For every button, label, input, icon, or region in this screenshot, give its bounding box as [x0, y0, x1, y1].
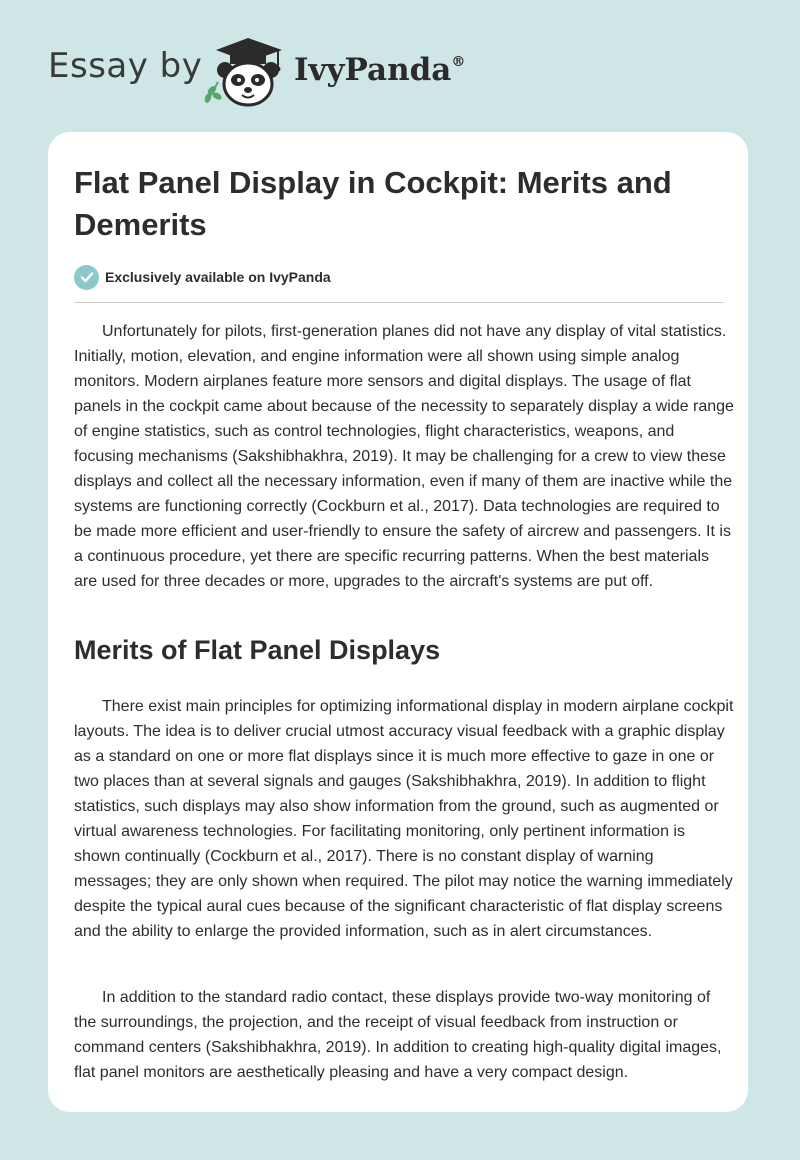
site-header: [48, 32, 508, 112]
essay-title: Flat Panel Display in Cockpit: Merits and Demerits: [74, 165, 672, 242]
check-circle-icon: [74, 265, 99, 290]
body-paragraph-2: There exist main principles for optimizing informational display in modern airplane cockpit layouts. The idea is to deliver crucial utmost accuracy visual feedback with a graphic display as a standard on one or more flat displays since it is much more effective to gaze in one or two places than at several signals and gauges (Sakshibhakhra, 2019). In addition to flight statistics, such displays may also show information from the ground, such as augmented or virtual awareness technologies. For facilitating monitoring, only pertinent information is shown continually (Cockburn et al., 2017). There is no constant display of warning messages; they are only shown when required. The pilot may notice the warning immediately despite the typical aural cues because of the significant characteristic of flat display screens and the ability to enlarge the provided information, such as in alert circumstances.: [74, 698, 734, 940]
brand-name[interactable]: [294, 52, 465, 88]
panda-graduate-logo-icon[interactable]: [202, 34, 288, 110]
exclusive-badge: [74, 264, 331, 290]
essay-card: [48, 132, 748, 1112]
title-divider: [74, 302, 724, 303]
essay-by-label: Essay by: [48, 46, 203, 86]
registered-mark: ®: [451, 54, 466, 70]
body-paragraph-1: Unfortunately for pilots, first-generation planes did not have any display of vital statistics. Initially, motion, elevation, and engine information were all shown using simple analog monitors. Modern airplanes feature more sensors and digital displays. The usage of flat panels in the cockpit came about because of the necessity to separately display a wide range of engine statistics, such as control technologies, flight characteristics, weapons, and focusing mechanisms (Sakshibhakhra, 2019). It may be challenging for a crew to view these displays and collect all the necessary information, even if many of them are inactive while the systems are functioning correctly (Cockburn et al., 2017). Data technologies are required to be made more efficient and user-friendly to ensure the safety of aircrew and passengers. It is a continuous procedure, yet there are specific recurring patterns. When the best materials are used for three decades or more, upgrades to the aircraft's systems are put off.: [74, 323, 734, 590]
body-paragraph-3: In addition to the standard radio contact, these displays provide two-way monitoring of the surroundings, the projection, and the receipt of visual feedback from instruction or command centers (Sakshibhakhra, 2019). In addition to creating high-quality digital images, flat panel monitors are aesthetically pleasing and have a very compact design.: [74, 989, 722, 1081]
exclusive-badge-text: Exclusively available on IvyPanda: [105, 269, 331, 285]
section-heading-merits: Merits of Flat Panel Displays: [74, 635, 441, 665]
brand-name-text: IvyPanda: [294, 52, 452, 88]
